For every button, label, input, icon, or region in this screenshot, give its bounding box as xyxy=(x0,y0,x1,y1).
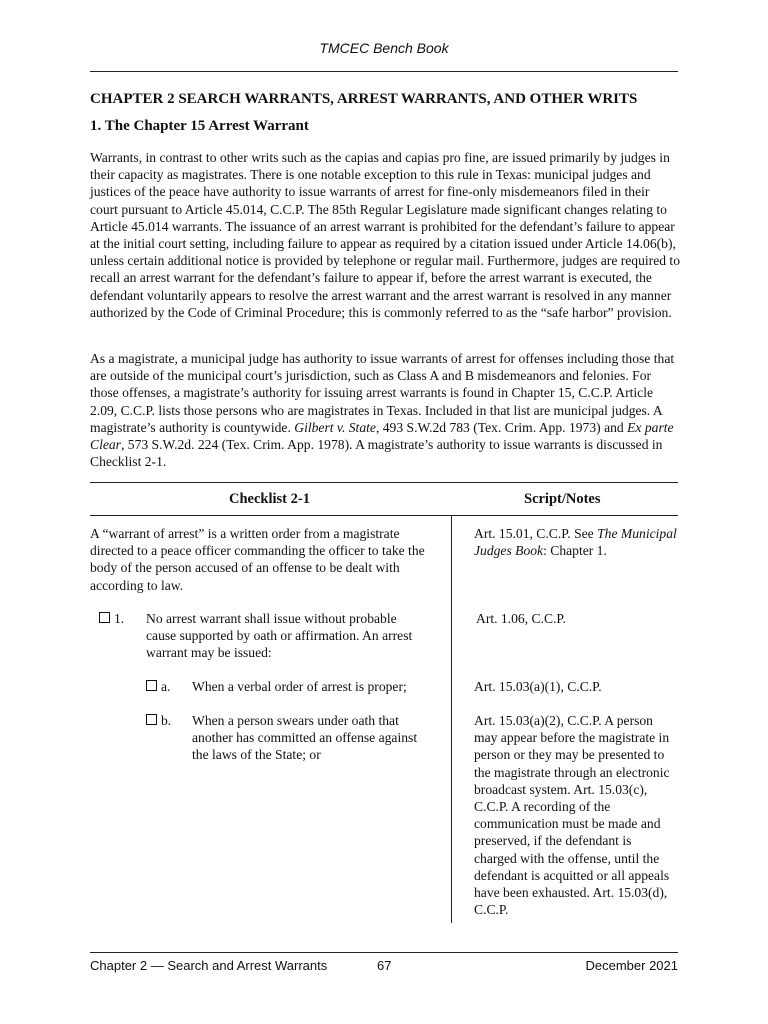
intro-note: Art. 15.01, C.C.P. See The Municipal Judges Book: Chapter 1. xyxy=(474,526,677,559)
checklist-item-1-marker: 1. xyxy=(99,610,124,627)
case-citation: Gilbert v. State xyxy=(294,419,376,435)
header-rule xyxy=(90,71,678,72)
footer-rule xyxy=(90,952,678,953)
running-header: TMCEC Bench Book xyxy=(319,40,449,56)
case-citation: Ex parte Clear xyxy=(90,419,674,453)
table-header-rule xyxy=(90,515,678,516)
checklist-intro: A “warrant of arrest” is a written order from a magistrate directed to a peace officer commanding the officer to take the body of the person accused of an offense to be dealt with according to law. xyxy=(90,526,425,593)
checklist-item-a-marker: a. xyxy=(146,678,170,695)
page-number: 67 xyxy=(377,958,392,973)
checklist-item-1-note: Art. 1.06, C.C.P. xyxy=(476,611,566,626)
chapter-title: CHAPTER 2 SEARCH WARRANTS, ARREST WARRANTS, AND OTHER WRITS xyxy=(90,91,638,107)
column-divider xyxy=(451,516,452,923)
checkbox-icon[interactable] xyxy=(99,612,110,623)
body-paragraph-2: As a magistrate, a municipal judge has authority to issue warrants of arrest for offenses including those that are outside of the municipal court’s jurisdiction, such as Class A and B misdemeanors and felonies. For those offenses, a magistrate’s authority for issuing arrest warrants is found in Chapter 15, C.C.P. Article 2.09, C.C.P. lists those persons who are magistrates in Texas. Included in that list are municipal judges. A magistrate’s authority is countywide. Gilbert v. State, 493 S.W.2d 783 (Tex. Crim. App. 1973) and Ex parte Clear, 573 S.W.2d. 224 (Tex. Crim. App. 1978). A magistrate’s authority to issue warrants is discussed in Checklist 2-1. xyxy=(90,351,675,470)
footer-date: December 2021 xyxy=(585,958,678,973)
body-paragraph-1: Warrants, in contrast to other writs such as the capias and capias pro fine, are issued primarily by judges in their capacity as magistrates. There is one notable exception to this rule in Texas: municipal judges and justices of the peace have authority to issue warrants of arrest for fine-only misdemeanors filed in their court pursuant to Article 45.014, C.C.P. The 85th Regular Legislature made significant changes relating to Article 45.014 warrants. The issuance of an arrest warrant is prohibited for the defendant’s failure to appear at the initial court setting, including failure to appear as required by a citation issued under Article 14.06(b), unless certain additional notice is provided by telephone or regular mail. Furthermore, judges are required to recall an arrest warrant for the defendant’s failure to appear if, before the arrest warrant is executed, the defendant voluntarily appears to resolve the arrest warrant and the arrest warrant is resolved in any manner authorized by the Code of Criminal Procedure; this is commonly referred to as the “safe harbor” provision. xyxy=(90,150,681,320)
checkbox-icon[interactable] xyxy=(146,680,157,691)
checklist-item-a-text: When a verbal order of arrest is proper; xyxy=(192,679,407,694)
script-notes-header: Script/Notes xyxy=(524,491,601,507)
checklist-item-1-text: No arrest warrant shall issue without probable cause supported by oath or affirmation. An arrest warrant may be issued: xyxy=(146,611,413,661)
checkbox-icon[interactable] xyxy=(146,714,157,725)
checklist-item-b-text: When a person swears under oath that another has committed an offense against the laws of the State; or xyxy=(192,713,418,763)
table-top-rule xyxy=(90,482,678,483)
footer-chapter: Chapter 2 — Search and Arrest Warrants xyxy=(90,958,328,973)
section-title: 1. The Chapter 15 Arrest Warrant xyxy=(90,118,309,134)
checklist-item-a-note: Art. 15.03(a)(1), C.C.P. xyxy=(474,679,602,694)
checklist-item-b-note: Art. 15.03(a)(2), C.C.P. A person may appear before the magistrate in person or they may be presented to the magistrate through an electronic broadcast system. Art. 15.03(c), C.C.P. A recording of the communication must be made and preserved, if the defendant is charged with the offense, until the defendant is acquitted or all appeals have been exhausted. Art. 15.03(d), C.C.P. xyxy=(474,713,670,918)
checklist-item-b-marker: b. xyxy=(146,712,171,729)
checklist-header: Checklist 2-1 xyxy=(229,491,310,507)
